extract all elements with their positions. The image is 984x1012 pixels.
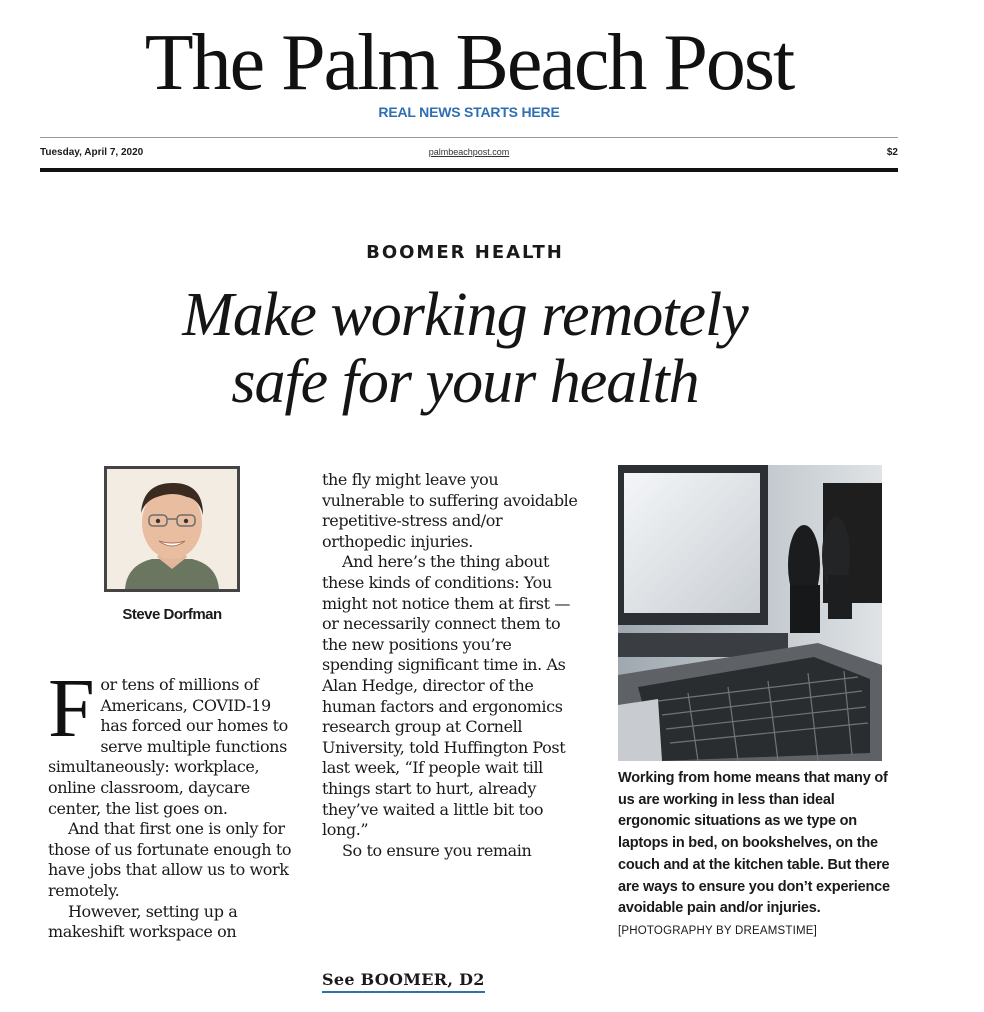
headline-line-1: Make working remotely (182, 281, 748, 349)
author-byline: Steve Dorfman (122, 606, 222, 623)
computer-keyboard-monitor-icon (618, 465, 882, 761)
newspaper-masthead: The Palm Beach Post (144, 19, 794, 107)
article-paragraph: or tens of millions of Americans, COVID-19 has forced our homes to serve multiple functions simultaneously: workplace, online classroom, daycare center, the list goes on. (48, 675, 288, 818)
article-paragraph: So to ensure you remain (342, 840, 532, 860)
article-paragraph: And that first one is only for those of us fortunate enough to have jobs that allow us to work remotely. (48, 819, 292, 900)
masthead-tagline: REAL NEWS STARTS HERE (378, 104, 560, 120)
author-photo (104, 466, 240, 592)
article-headline (60, 282, 870, 416)
feature-photo (618, 465, 882, 761)
article-paragraph: However, setting up a makeshift workspace on (48, 901, 238, 942)
continued-jump-link[interactable]: See BOOMER, D2 (322, 970, 485, 993)
section-kicker: BOOMER HEALTH (366, 242, 564, 263)
caption-text: Working from home means that many of us are working in less than ideal ergonomic situations as we type on laptops in bed, on bookshelves, on the couch and at the kitchen table. But there are ways to ensure you don’t experience avoidable pain and/or injuries. (618, 770, 890, 917)
article-paragraph: the fly might leave you vulnerable to suffering avoidable repetitive-stress and/or orthopedic injuries. (322, 470, 578, 551)
site-url-link[interactable]: palmbeachpost.com (428, 147, 510, 157)
masthead-divider (40, 137, 898, 138)
photo-caption (618, 768, 890, 943)
dateline-bar (40, 147, 898, 163)
article-column-1 (48, 662, 298, 943)
article-column-2 (322, 470, 580, 861)
article-paragraph: And here’s the thing about these kinds of conditions: You might not notice them at first — or necessarily connect them to the new positions you’re spending significant time in. As Alan Hedge, director of the human factors and ergonomics research group at Cornell University, told Huffington Post last week, “If people wait till things start to hurt, already they’ve waited a little bit too long.” (322, 552, 570, 840)
dateline-rule (40, 168, 898, 172)
photo-credit: [PHOTOGRAPHY BY DREAMSTIME] (618, 924, 818, 937)
author-headshot-icon (107, 469, 237, 589)
issue-price: $2 (886, 147, 898, 158)
issue-date: Tuesday, April 7, 2020 (40, 147, 144, 158)
headline-line-2: safe for your health (231, 348, 699, 416)
drop-cap: F (48, 662, 95, 755)
